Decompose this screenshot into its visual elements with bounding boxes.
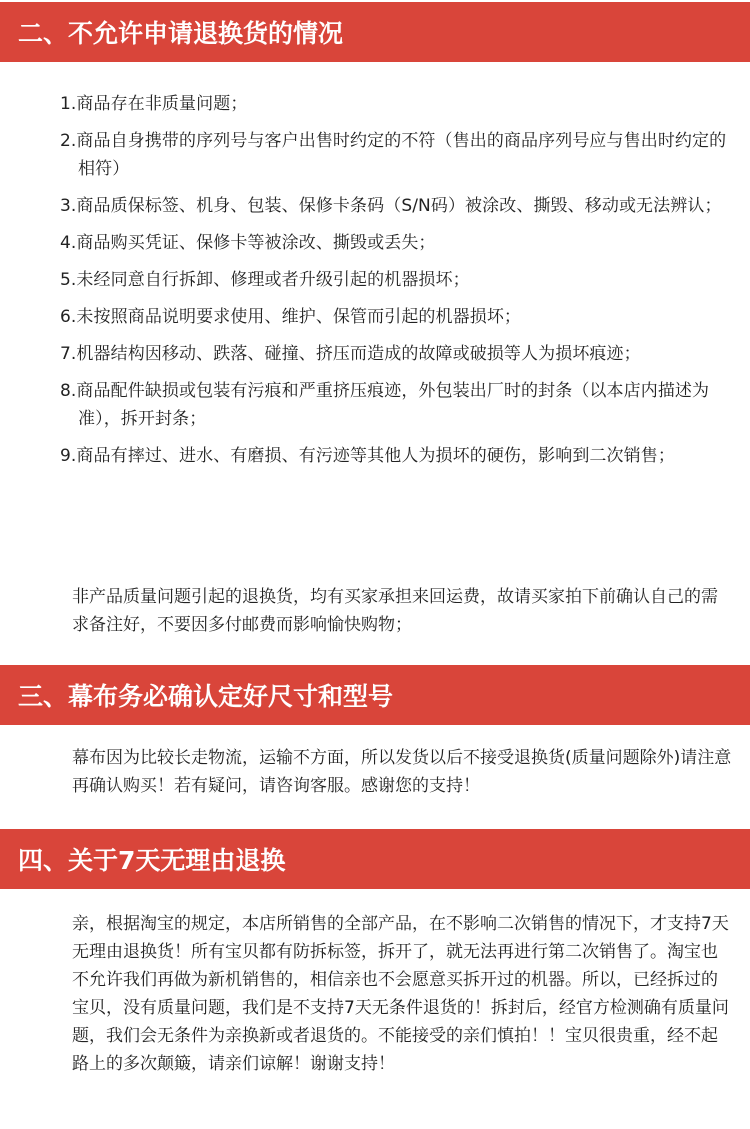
screen-size-notice: 幕布因为比较长走物流，运输不方面，所以发货以后不接受退换货(质量问题除外)请注意再确认购买！若有疑问，请咨询客服。感谢您的支持！ xyxy=(72,748,732,796)
section-2-header xyxy=(0,2,750,62)
list-item: 1.商品存在非质量问题； xyxy=(60,94,248,114)
list-item: 9.商品有摔过、进水、有磨损、有污迹等其他人为损坏的硬伤，影响到二次销售； xyxy=(60,446,675,466)
list-item: 4.商品购买凭证、保修卡等被涂改、撕毁或丢失； xyxy=(60,233,436,253)
section-3-header xyxy=(0,665,750,725)
shipping-note: 非产品质量问题引起的退换货，均有买家承担来回运费，故请买家拍下前确认自己的需求备注好，不要因多付邮费而影响愉快购物； xyxy=(72,587,718,635)
list-item: 3.商品质保标签、机身、包装、保修卡条码（S/N码）被涂改、撕毁、移动或无法辨认； xyxy=(60,196,722,216)
list-item: 6.未按照商品说明要求使用、维护、保管而引起的机器损坏； xyxy=(60,307,522,327)
section-4-header xyxy=(0,829,750,889)
section-4-title: 四、关于7天无理由退换 xyxy=(18,846,286,875)
list-item: 2.商品自身携带的序列号与客户出售时约定的不符（售出的商品序列号应与售出时约定的相符） xyxy=(60,131,727,179)
list-item: 5.未经同意自行拆卸、修理或者升级引起的机器损坏； xyxy=(60,270,470,290)
list-item: 7.机器结构因移动、跌落、碰撞、挤压而造成的故障或破损等人为损坏痕迹； xyxy=(60,344,641,364)
list-item: 8.商品配件缺损或包装有污痕和严重挤压痕迹，外包装出厂时的封条（以本店内描述为准），拆开封条； xyxy=(60,381,710,429)
seven-day-return-policy: 亲，根据淘宝的规定，本店所销售的全部产品，在不影响二次销售的情况下，才支持7天无理由退换货！所有宝贝都有防拆标签，拆开了，就无法再进行第二次销售了。淘宝也不允许我们再做为新机销售的，相信亲也不会愿意买拆开过的机器。所以，已经拆过的宝贝，没有质量问题，我们是不支持7天无条件退货的！拆封后，经官方检测确有质量问题，我们会无条件为亲换新或者退货的。不能接受的亲们慎拍！！宝贝很贵重，经不起路上的多次颠簸，请亲们谅解！谢谢支持！ xyxy=(72,914,729,1074)
section-2-title: 二、不允许申请退换货的情况 xyxy=(18,19,344,48)
section-3-title: 三、幕布务必确认定好尺寸和型号 xyxy=(18,682,394,711)
no-return-conditions-list xyxy=(60,90,732,479)
